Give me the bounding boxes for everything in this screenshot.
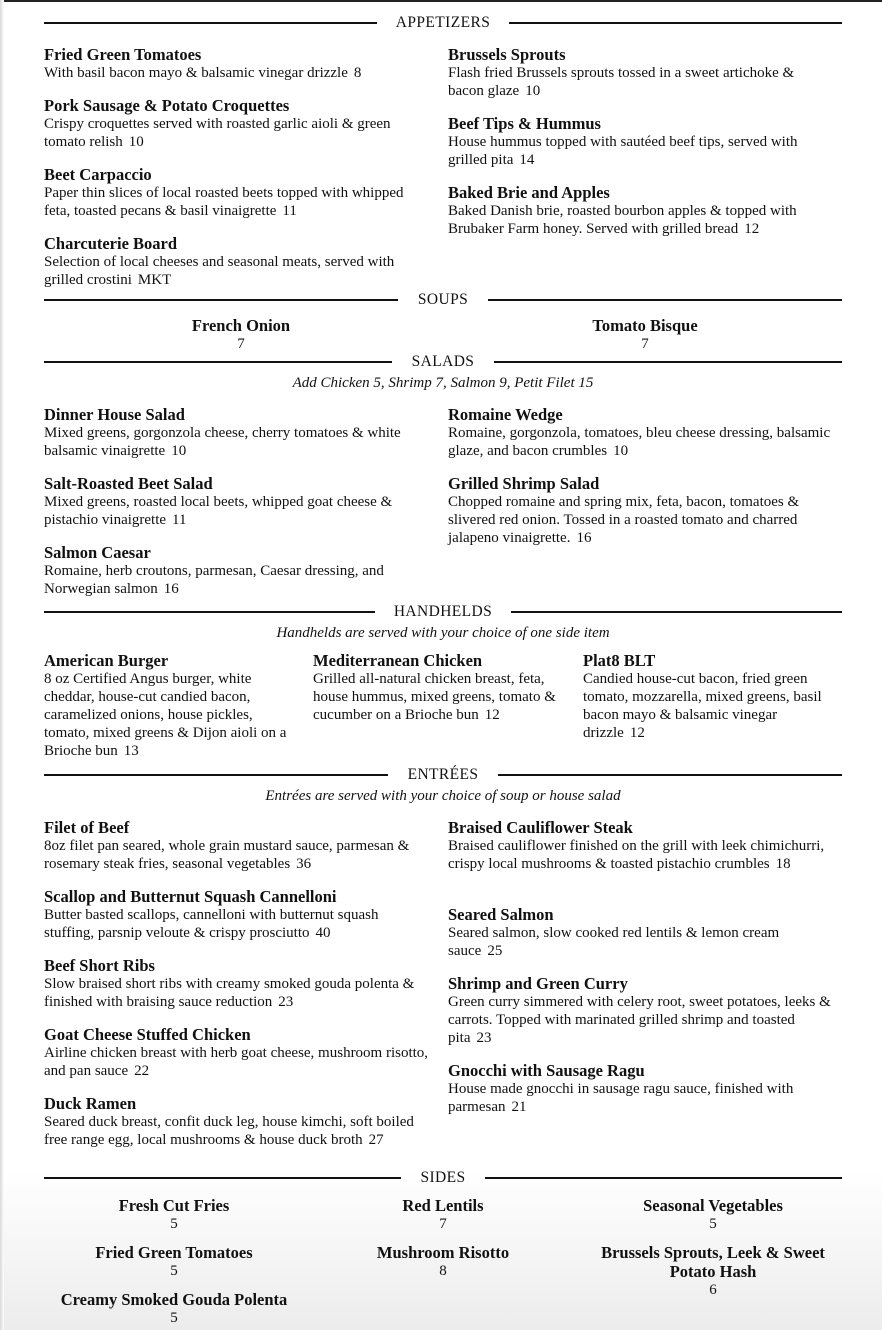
item-price: 5 [170,1310,178,1326]
section-title: SIDES [420,1169,466,1186]
menu-item [313,1196,573,1234]
item-price: 21 [511,1099,527,1115]
item-price: 16 [163,581,179,597]
item-description: Slow braised short ribs with creamy smoked gouda polenta & finished with braising sauce reduction 23 [44,976,415,1010]
menu-item [44,96,429,151]
item-description: Seared salmon, slow cooked red lentils & lemon cream sauce 25 [448,925,780,959]
menu-item [44,474,429,529]
item-price: 10 [171,443,187,459]
item-description: Romaine, herb croutons, parmesan, Caesar dressing, and Norwegian salmon 16 [44,563,384,597]
item-name: Mediterranean Chicken [313,651,483,670]
menu-item [44,165,429,220]
item-description: Romaine, gorgonzola, tomatoes, bleu cheese dressing, balsamic glaze, and bacon crumbles 10 [448,425,831,459]
menu-item [448,974,833,1047]
item-price: 12 [484,707,500,723]
menu-item [44,1025,429,1080]
item-name: Seared Salmon [448,905,554,924]
item-name: French Onion [191,316,291,335]
item-price: 5 [170,1216,178,1232]
item-name: Red Lentils [402,1196,484,1215]
item-description: Grilled all-natural chicken breast, feta, house hummus, mixed greens, tomato & cucumber on a Brioche bun 12 [313,671,556,723]
item-description: Candied house-cut bacon, fried green tomato, mozzarella, mixed greens, basil bacon mayo & balsamic vinegar drizzle 12 [583,671,822,741]
item-price: 22 [134,1063,150,1079]
item-description: Green curry simmered with celery root, sweet potatoes, leeks & carrots. Topped with marinated grilled shrimp and toasted pita 23 [448,994,831,1046]
item-name: Grilled Shrimp Salad [448,474,600,493]
item-description: Seared duck breast, confit duck leg, house kimchi, soft boiled free range egg, local mushrooms & house duck broth 27 [44,1114,414,1148]
item-name: Creamy Smoked Gouda Polenta [60,1290,288,1309]
item-description: Chopped romaine and spring mix, feta, bacon, tomatoes & slivered red onion. Tossed in a roasted tomato and charred jalapeno vinaigrette. 16 [448,494,800,546]
item-price: 7 [237,336,245,352]
item-price: 8 [439,1263,447,1279]
item-price: 8 [353,65,362,81]
item-price: 40 [315,925,331,941]
item-name: Fried Green Tomatoes [44,45,202,64]
menu-item [448,114,833,169]
handhelds-header [44,602,842,622]
item-price: 10 [525,83,541,99]
item-name: Braised Cauliflower Steak [448,818,633,837]
item-price: 16 [576,530,592,546]
item-name: Salt-Roasted Beet Salad [44,474,213,493]
section-title: SOUPS [417,291,469,308]
item-name: American Burger [44,651,169,670]
item-price: 23 [278,994,294,1010]
menu-item [313,1243,573,1281]
item-price: 7 [641,336,649,352]
menu-item [494,316,796,354]
item-description: 8 oz Certified Angus burger, white cheddar, house-cut candied bacon, caramelized onions, house pickles, tomato, mixed greens & Dijon aioli on a Brioche bun 13 [44,671,287,759]
item-name: Brussels Sprouts, Leek & Sweet Potato Hash [601,1243,825,1281]
item-name: Beef Short Ribs [44,956,155,975]
item-price: 11 [282,203,297,219]
item-description: Braised cauliflower finished on the grill with leek chimichurri, crispy local mushrooms & toasted pistachio crumbles 18 [448,838,825,872]
item-description: Baked Danish brie, roasted bourbon apples & topped with Brubaker Farm honey. Served with grilled bread 12 [448,203,797,237]
menu-item [583,1196,843,1234]
item-price: 5 [709,1216,717,1232]
salads-note: Add Chicken 5, Shrimp 7, Salmon 9, Petit Filet 15 [292,375,594,391]
divider-right [485,1177,842,1179]
item-price: 36 [296,856,312,872]
item-description: Airline chicken breast with herb goat cheese, mushroom risotto, and pan sauce 22 [44,1045,429,1079]
section-title: APPETIZERS [395,14,491,31]
menu-item [44,234,429,289]
item-price: 10 [128,134,144,150]
menu-item [90,316,392,354]
item-price: 27 [368,1132,384,1148]
item-name: Seasonal Vegetables [643,1196,783,1215]
menu-item [448,183,833,238]
item-price: 10 [613,443,629,459]
item-name: Plat8 BLT [583,651,656,670]
menu-item [44,1243,304,1281]
menu-item [448,905,833,960]
item-price: 7 [439,1216,447,1232]
item-description: 8oz filet pan seared, whole grain mustard sauce, parmesan & rosemary steak fries, seasonal vegetables 36 [44,838,410,872]
item-price: 12 [744,221,760,237]
item-name: Beet Carpaccio [44,165,152,184]
item-name: Mushroom Risotto [376,1243,510,1262]
menu-item [583,1243,843,1300]
menu-item [44,1094,434,1149]
menu-item [448,818,833,873]
menu-item [44,818,429,873]
item-description: Butter basted scallops, cannelloni with butternut squash stuffing, parsnip veloute & crispy prosciutto 40 [44,907,379,941]
menu-item [44,45,429,82]
item-description: Mixed greens, roasted local beets, whipped goat cheese & pistachio vinaigrette 11 [44,494,393,528]
section-title: HANDHELDS [393,603,493,620]
divider-right [511,611,842,613]
entrees-header [44,765,842,785]
item-price: 25 [487,943,503,959]
item-name: Charcuterie Board [44,234,178,253]
item-name: Shrimp and Green Curry [448,974,628,993]
menu-item [448,45,833,100]
item-price: 12 [629,725,645,741]
section-title: SALADS [411,353,475,370]
item-description: Paper thin slices of local roasted beets topped with whipped feta, toasted pecans & basil vinaigrette 11 [44,185,404,219]
item-price: 6 [709,1282,717,1298]
item-name: Tomato Bisque [592,316,698,335]
menu-item [448,1061,833,1116]
sides-header [44,1168,842,1188]
item-description: Selection of local cheeses and seasonal meats, served with grilled crostini MKT [44,254,395,288]
item-price: 11 [172,512,187,528]
item-name: Scallop and Butternut Squash Cannelloni [44,887,337,906]
item-name: Fresh Cut Fries [118,1196,230,1215]
item-price: 5 [170,1263,178,1279]
handhelds-note: Handhelds are served with your choice of one side item [276,625,610,641]
item-price: 23 [476,1030,492,1046]
item-description: House made gnocchi in sausage ragu sauce, finished with parmesan 21 [448,1081,794,1115]
item-name: Gnocchi with Sausage Ragu [448,1061,645,1080]
item-name: Romaine Wedge [448,405,563,424]
item-description: Crispy croquettes served with roasted garlic aioli & green tomato relish 10 [44,116,391,150]
item-price: MKT [137,272,172,288]
menu-item [44,1196,304,1234]
menu-item [44,543,429,598]
left-shadow [0,0,4,1330]
menu-item [44,1290,304,1328]
item-name: Dinner House Salad [44,405,185,424]
item-name: Pork Sausage & Potato Croquettes [44,96,290,115]
item-price: 18 [775,856,791,872]
menu-item [583,651,835,742]
divider-right [494,361,842,363]
soups-header [44,290,842,310]
item-name: Filet of Beef [44,818,130,837]
top-border [0,0,882,2]
section-title: ENTRÉES [407,766,479,783]
item-name: Duck Ramen [44,1094,137,1113]
menu-item [44,956,429,1011]
item-description: Flash fried Brussels sprouts tossed in a sweet artichoke & bacon glaze 10 [448,65,795,99]
menu-item [448,474,833,547]
item-name: Fried Green Tomatoes [95,1243,253,1262]
item-description: House hummus topped with sautéed beef tips, served with grilled pita 14 [448,134,798,168]
menu-item [44,887,429,942]
appetizers-header [44,13,842,33]
item-description: Mixed greens, gorgonzola cheese, cherry tomatoes & white balsamic vinaigrette 10 [44,425,401,459]
item-price: 13 [123,743,139,759]
menu-item [448,405,833,460]
item-price: 14 [519,152,535,168]
item-name: Salmon Caesar [44,543,151,562]
menu-item [44,405,429,460]
divider-right [488,299,842,301]
menu-item [313,651,565,724]
divider-right [509,22,842,24]
item-description: With basil bacon mayo & balsamic vinegar drizzle 8 [44,65,362,81]
item-name: Goat Cheese Stuffed Chicken [44,1025,251,1044]
divider-right [498,774,842,776]
item-name: Baked Brie and Apples [448,183,610,202]
entrees-note: Entrées are served with your choice of soup or house salad [265,788,621,804]
menu-item [44,651,296,760]
item-name: Beef Tips & Hummus [448,114,601,133]
salads-header [44,352,842,372]
item-name: Brussels Sprouts [448,45,566,64]
